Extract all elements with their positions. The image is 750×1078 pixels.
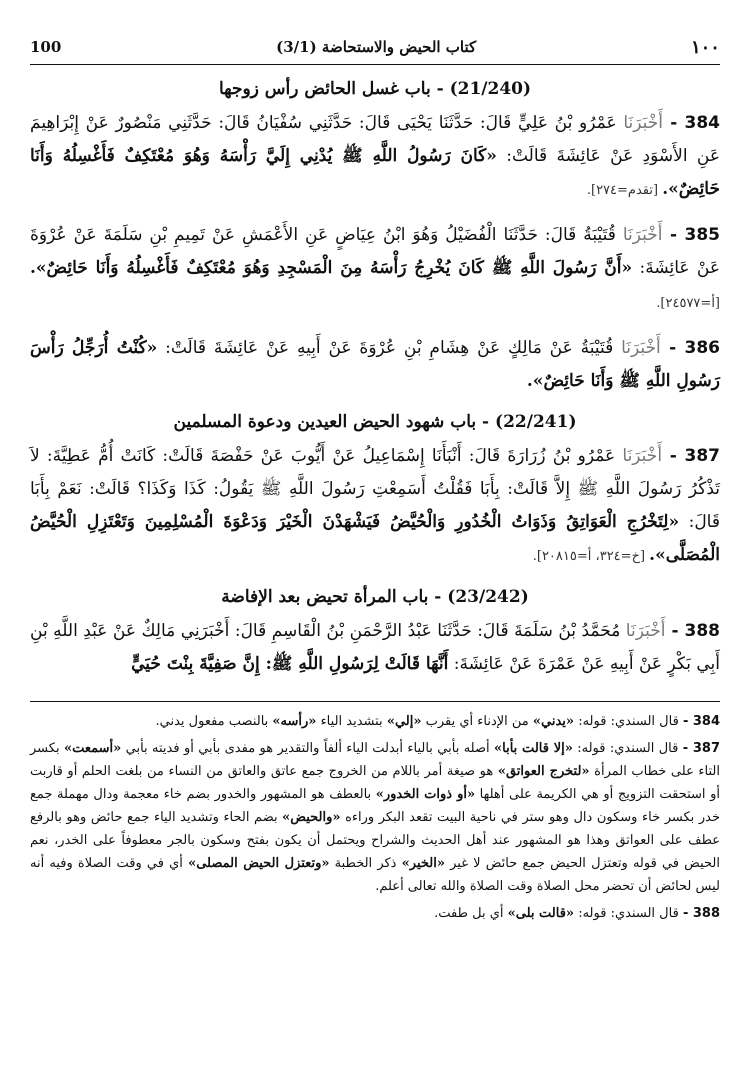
footnote-text: من الإدناء أي يقرب bbox=[421, 714, 533, 729]
hadith-number: 388 - bbox=[665, 621, 720, 641]
hadith-number: 385 - bbox=[662, 225, 720, 245]
main-text bbox=[30, 79, 720, 681]
hadith-number: 386 - bbox=[660, 338, 720, 358]
footnotes bbox=[30, 710, 720, 925]
footnote-text: قال السندي: قوله: bbox=[574, 906, 683, 921]
footnote-text: أي في وقت الصلاة وفيه أنه ليس لحائض أن تحضر محل الصلاة وقت الصلاة والله تعالى أعلم. bbox=[30, 856, 720, 894]
footnote-quote: «لتخرج العواتق» bbox=[497, 764, 590, 779]
footnote-quote: «وتعتزل الحيض المصلى» bbox=[188, 856, 330, 871]
page-header bbox=[30, 30, 720, 65]
footnote-text: هو صيغة أمر باللام من الخروج جمع عاتق والعاتق من النساء من بلغت الحلم أو قاربت أو استحقت التزويج أو هي الكريمة على أهلها bbox=[30, 764, 720, 802]
hadith-paragraph bbox=[30, 615, 720, 681]
hadith-number: 384 - bbox=[662, 113, 720, 133]
footnote-text: ذكر الخطبة bbox=[329, 856, 402, 871]
footnote bbox=[30, 710, 720, 733]
chapter-heading: (23/242) - باب المرأة تحيض بعد الإفاضة bbox=[221, 587, 529, 607]
footnote-text: أصله بأبي بالياء أبدلت الياء ألفاً والتقدير هو مفدى بأبي أو فديته بأبي bbox=[121, 741, 494, 756]
footnote-text: بالنصب مفعول يدني. bbox=[155, 714, 273, 729]
footnote-text: بالعطف هو المشهور والخدور بضم خاء معجمة ودال مهملة جمع خدر بكسر خاء وسكون دال وهو ستر في ناحية البيت تقعد البكر وراءه bbox=[30, 787, 720, 825]
hadith-isnad: عَمْرُو بْنُ عَلِيٍّ قَالَ: حَدَّثَنَا يَحْيَى قَالَ: حَدَّثَنِي سُفْيَانُ قَالَ: حَدَّثَنِي مَنْصُورٌ عَنْ إِبْرَاهِيمَ عَنِ الأَسْوَدِ عَنْ عَائِشَةَ قَالَتْ: bbox=[30, 113, 720, 166]
hadith-matn: «كُنْتُ أُرَجِّلُ رَأْسَ رَسُولِ اللَّهِ ﷺ وَأَنَا حَائِضٌ». bbox=[30, 338, 720, 391]
footnote-text: قال السندي: قوله: bbox=[572, 741, 683, 756]
footnote-text: أي بل طفت. bbox=[434, 906, 508, 921]
hadith-paragraph bbox=[30, 107, 720, 207]
page-number-latin: 100 bbox=[30, 38, 62, 56]
footnote-number: 388 - bbox=[682, 906, 720, 921]
hadith-isnad: عَمْرُو بْنُ زُرَارَةَ قَالَ: أَنْبَأَنَا إِسْمَاعِيلُ عَنْ أَيُّوبَ عَنْ حَفْصَةَ قَالَتْ: كَانَتْ أُمُّ عَطِيَّةَ: لاَ تَذْكُرُ رَسُولَ اللَّهِ ﷺ إِلاَّ قَالَتْ: بِأَبَا فَقُلْتُ أَسَمِعْتِ رَسُولَ اللَّهِ ﷺ يَقُولُ: كَذَا وَكَذَا؟ قَالَتْ: نَعَمْ بِأَبَا قَالَ: bbox=[30, 446, 720, 532]
page-number-arabic: ١٠٠ bbox=[690, 36, 720, 58]
footnote-text: بضم الحاء وتشديد الياء جمع حائض وهو بالرفع عطف على العواتق وهذا هو المشهور عند أهل الحديث والشراح ويحتمل أن يكون بفتح وسكون بالجر معطوفاً على الخدر، نعم الحيض في قوله وتعتزل الحيض جمع حائض لا غير bbox=[30, 810, 720, 871]
akhbarana-word: أَخْبَرَنَا bbox=[623, 113, 663, 133]
page-title: (3/1) كتاب الحيض والاستحاضة bbox=[276, 38, 477, 56]
hadith-reference: [خ=٣٢٤، أ=٢٠٨١٥]. bbox=[532, 549, 650, 564]
footnote-quote: «يدني» bbox=[532, 714, 575, 729]
hadith-matn: أَنَّهَا قَالَتْ لِرَسُولِ اللَّهِ ﷺ: إِنَّ صَفِيَّةَ بِنْتَ حُيَيٍّ bbox=[131, 654, 449, 674]
footnote-quote: «أو ذوات الخدور» bbox=[375, 787, 476, 802]
hadith-paragraph bbox=[30, 219, 720, 320]
akhbarana-word: أَخْبَرَنَا bbox=[621, 338, 661, 358]
hadith-paragraph bbox=[30, 440, 720, 573]
footnote-quote: «رأسه» bbox=[272, 714, 317, 729]
footnote-quote: «قالت بلى» bbox=[507, 906, 575, 921]
hadith-number: 387 - bbox=[662, 446, 720, 466]
footnote bbox=[30, 737, 720, 898]
hadith-paragraph bbox=[30, 332, 720, 398]
footnote-quote: «والحيض» bbox=[282, 810, 341, 825]
hadith-reference: [أ=٢٤٥٧٧]. bbox=[656, 296, 720, 311]
footnote-text: بتشديد الياء bbox=[316, 714, 387, 729]
akhbarana-word: أَخْبَرَنَا bbox=[625, 621, 666, 641]
hadith-isnad: قُتَيْبَةُ قَالَ: حَدَّثَنَا الْفُضَيْلُ وَهُوَ ابْنُ عِيَاضٍ عَنِ الأَعْمَشِ عَنْ تَمِيمِ بْنِ سَلَمَةَ عَنْ عُرْوَةَ عَنْ عَائِشَةَ: bbox=[30, 225, 720, 278]
akhbarana-word: أَخْبَرَنَا bbox=[622, 446, 663, 466]
hadith-isnad: قُتَيْبَةُ عَنْ مَالِكٍ عَنْ هِشَامِ بْنِ عُرْوَةَ عَنْ أَبِيهِ عَنْ عَائِشَةَ قَالَتْ: bbox=[157, 338, 622, 358]
akhbarana-word: أَخْبَرَنَا bbox=[622, 225, 663, 245]
footnote-text: قال السندي: قوله: bbox=[574, 714, 683, 729]
hadith-matn: «كَانَ رَسُولُ اللَّهِ ﷺ يُدْنِي إِلَيَّ رَأْسَهُ وَهُوَ مُعْتَكِفٌ فَأَغْسِلُهُ وَأَنَا حَائِضٌ». bbox=[30, 146, 720, 199]
hadith-isnad: مُحَمَّدُ بْنُ سَلَمَةَ قَالَ: حَدَّثَنَا عَبْدُ الرَّحْمَنِ بْنُ الْقَاسِمِ قَالَ: أَخْبَرَنِي مَالِكٌ عَنْ عَبْدِ اللَّهِ بْنِ أَبِي بَكْرٍ عَنْ أَبِيهِ عَنْ عَمْرَةَ عَنْ عَائِشَةَ: bbox=[30, 621, 720, 674]
footnote-quote: «أسمعت» bbox=[63, 741, 122, 756]
footnote-text: بكسر التاء على خطاب المرأة bbox=[30, 741, 720, 779]
chapter-heading: (22/241) - باب شهود الحيض العيدين ودعوة المسلمين bbox=[173, 412, 577, 432]
hadith-matn: «أَنَّ رَسُولَ اللَّهِ ﷺ كَانَ يُخْرِجُ رَأْسَهُ مِنَ الْمَسْجِدِ وَهُوَ مُعْتَكِفٌ فَأَغْسِلُهُ وَأَنَا حَائِضٌ». bbox=[30, 258, 633, 278]
footnote-quote: «إلا قالت بأبا» bbox=[494, 741, 573, 756]
book-page bbox=[30, 30, 720, 929]
chapter-heading: (21/240) - باب غسل الحائض رأس زوجها bbox=[218, 79, 532, 99]
footnote-number: 384 - bbox=[682, 714, 720, 729]
footnote-quote: «إلي» bbox=[386, 714, 422, 729]
hadith-reference: [تقدم=٢٧٤]. bbox=[586, 183, 663, 198]
footnote-quote: «الخير» bbox=[401, 856, 445, 871]
footnote-divider bbox=[30, 701, 720, 702]
hadith-matn: «لِتَخْرُجِ الْعَوَاتِقُ وَذَوَاتُ الْخُدُورِ وَالْحُيَّضُ فَيَشْهَدْنَ الْخَيْرَ وَدَعْوَةَ الْمُسْلِمِينَ وَتَعْتَزِلِ الْحُيَّضُ الْمُصَلَّى». bbox=[30, 512, 720, 565]
footnote-number: 387 - bbox=[682, 741, 721, 756]
footnote bbox=[30, 902, 720, 925]
